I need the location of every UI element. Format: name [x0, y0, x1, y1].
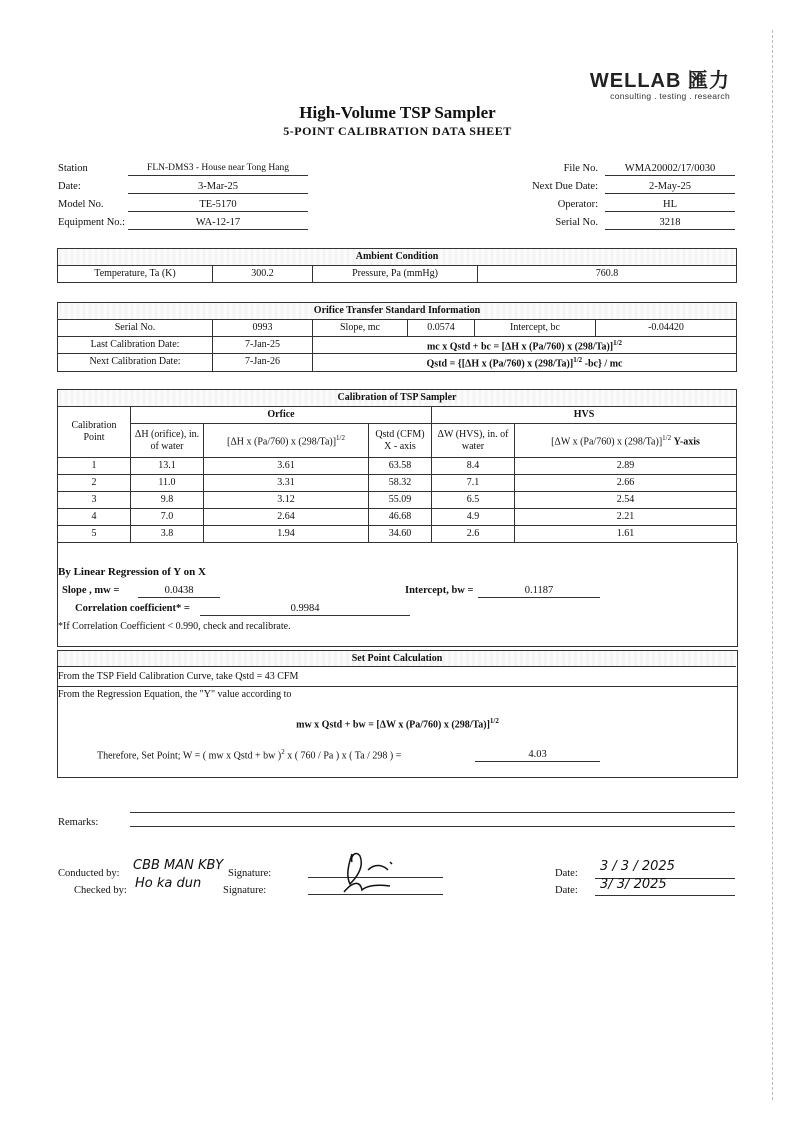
orifice-table: [57, 302, 737, 372]
operator-label: Operator:: [557, 199, 598, 210]
page-title: High-Volume TSP Sampler: [299, 103, 496, 122]
cell-qstd: 34.60: [369, 526, 432, 543]
logo-tagline: consulting . testing . research: [610, 91, 730, 101]
date-value: 3-Mar-25: [128, 180, 308, 194]
cell-qstd: 46.68: [369, 509, 432, 526]
cell-dw-sqrt: 2.66: [515, 475, 737, 492]
conducted-name: CBB MAN KBY: [133, 858, 224, 873]
date-label: Date:: [58, 181, 81, 192]
orifice-group-header: Orfice: [131, 407, 432, 424]
correlation-value: 0.9984: [200, 602, 410, 616]
cell-qstd: 63.58: [369, 458, 432, 475]
col-dh-sqrt-header: [ΔH x (Pa/760) x (298/Ta)]$^{1/2}$: [204, 424, 369, 458]
cell-dh-sqrt: 2.64: [204, 509, 369, 526]
company-logo: [585, 64, 730, 101]
regression-intercept-value: 0.1187: [478, 584, 600, 598]
conducted-signature-label: Signature:: [228, 868, 272, 879]
next-cal-value: 7-Jan-26: [213, 354, 313, 371]
temperature-value: 300.2: [213, 266, 313, 283]
ambient-table: [57, 248, 737, 283]
regression-heading: By Linear Regression of Y on X: [58, 566, 206, 578]
serial-value: 3218: [605, 216, 735, 230]
calibration-heading: Calibration of TSP Sampler: [58, 390, 737, 407]
orifice-heading: Orifice Transfer Standard Information: [58, 303, 737, 320]
cell-dh-sqrt: 3.31: [204, 475, 369, 492]
serial-label: Serial No.: [555, 217, 598, 228]
remarks-line-2: [130, 826, 735, 827]
file-value: WMA20002/17/0030: [605, 162, 735, 176]
cell-dw-sqrt: 1.61: [515, 526, 737, 543]
regression-intercept-label: Intercept, bw =: [405, 585, 474, 596]
station-value: FLN-DMS3 - House near Tong Hang: [128, 162, 308, 176]
setpoint-line-1: From the TSP Field Calibration Curve, take Qstd = 43 CFM: [58, 671, 299, 682]
next-due-label: Next Due Date:: [532, 181, 598, 192]
orifice-serial-label: Serial No.: [58, 320, 213, 337]
cell-dw-sqrt: 2.54: [515, 492, 737, 509]
page-subtitle: 5-POINT CALIBRATION DATA SHEET: [283, 124, 512, 138]
checked-date-value: 3/ 3/ 2025: [600, 877, 667, 892]
cell-dh: 7.0: [131, 509, 204, 526]
cell-dw: 6.5: [432, 492, 515, 509]
cell-dh: 3.8: [131, 526, 204, 543]
signature-mark: [330, 846, 420, 896]
ambient-heading: Ambient Condition: [58, 249, 737, 266]
orifice-slope-label: Slope, mc: [313, 320, 408, 337]
table-row: [58, 492, 737, 509]
checked-signature-label: Signature:: [223, 885, 267, 896]
pressure-label: Pressure, Pa (mmHg): [313, 266, 478, 283]
equipment-label: Equipment No.:: [58, 217, 126, 228]
orifice-equation-2: Qstd = {[ΔH x (Pa/760) x (298/Ta)]$^{1/2}$ -bc} / mc: [313, 354, 737, 371]
cell-dw: 4.9: [432, 509, 515, 526]
table-row: [58, 509, 737, 526]
next-due-value: 2-May-25: [605, 180, 735, 194]
model-label: Model No.: [58, 199, 104, 210]
cell-dh: 13.1: [131, 458, 204, 475]
cell-dw: 2.6: [432, 526, 515, 543]
table-row: [58, 526, 737, 543]
col-qstd-header: Qstd (CFM) X - axis: [369, 424, 432, 458]
operator-value: HL: [605, 198, 735, 212]
setpoint-value: 4.03: [475, 748, 600, 762]
cell-point: 2: [58, 475, 131, 492]
cell-point: 5: [58, 526, 131, 543]
remarks-label: Remarks:: [58, 817, 99, 828]
file-label: File No.: [563, 163, 598, 174]
cell-point: 3: [58, 492, 131, 509]
checked-date-label: Date:: [555, 885, 578, 896]
conducted-date-value: 3 / 3 / 2025: [600, 859, 675, 874]
regression-slope-value: 0.0438: [138, 584, 220, 598]
checked-name: Ho ka dun: [135, 876, 202, 891]
col-point-header: Calibration Point: [58, 407, 131, 458]
setpoint-equation: mw x Qstd + bw = [ΔW x (Pa/760) x (298/Ta)]$^{1/2}$: [296, 717, 499, 731]
checked-label: Checked by:: [74, 885, 127, 896]
correlation-label: Correlation coefficient* =: [75, 603, 190, 614]
conducted-label: Conducted by:: [58, 868, 120, 879]
cell-dh-sqrt: 3.61: [204, 458, 369, 475]
station-label: Station: [58, 163, 88, 174]
cell-dh-sqrt: 1.94: [204, 526, 369, 543]
calibration-table: [57, 389, 737, 543]
table-row: [58, 475, 737, 492]
cell-point: 1: [58, 458, 131, 475]
model-value: TE-5170: [128, 198, 308, 212]
logo-text: WELLAB 匯力: [589, 70, 730, 92]
cell-dw: 8.4: [432, 458, 515, 475]
cell-dh: 11.0: [131, 475, 204, 492]
orifice-intercept-label: Intercept, bc: [475, 320, 596, 337]
setpoint-heading: Set Point Calculation: [58, 651, 736, 667]
cell-dh-sqrt: 3.12: [204, 492, 369, 509]
last-cal-label: Last Calibration Date:: [58, 337, 213, 354]
last-cal-value: 7-Jan-25: [213, 337, 313, 354]
pressure-value: 760.8: [478, 266, 737, 283]
cell-dw-sqrt: 2.89: [515, 458, 737, 475]
table-row: [58, 458, 737, 475]
cell-dw: 7.1: [432, 475, 515, 492]
col-dw-header: ΔW (HVS), in. of water: [432, 424, 515, 458]
setpoint-divider: [57, 686, 737, 687]
hvs-group-header: HVS: [432, 407, 737, 424]
cell-dh: 9.8: [131, 492, 204, 509]
orifice-intercept-value: -0.04420: [596, 320, 737, 337]
orifice-serial-value: 0993: [213, 320, 313, 337]
correlation-note: *If Correlation Coefficient < 0.990, check and recalibrate.: [58, 621, 291, 632]
orifice-slope-value: 0.0574: [408, 320, 475, 337]
orifice-equation-1: mc x Qstd + bc = [ΔH x (Pa/760) x (298/Ta)]$^{1/2}$: [313, 337, 737, 354]
checked-date-line: [595, 895, 735, 896]
scan-margin-line: [772, 30, 773, 1100]
col-dh-header: ΔH (orifice), in. of water: [131, 424, 204, 458]
temperature-label: Temperature, Ta (K): [58, 266, 213, 283]
cell-qstd: 58.32: [369, 475, 432, 492]
cell-point: 4: [58, 509, 131, 526]
remarks-line-1: [130, 812, 735, 813]
conducted-date-label: Date:: [555, 868, 578, 879]
next-cal-label: Next Calibration Date:: [58, 354, 213, 371]
regression-slope-label: Slope , mw =: [62, 585, 120, 596]
equipment-value: WA-12-17: [128, 216, 308, 230]
cell-dw-sqrt: 2.21: [515, 509, 737, 526]
setpoint-therefore: Therefore, Set Point; W = ( mw x Qstd + bw )$^2$ x ( 760 / Pa ) x ( Ta / 298 ) =: [97, 748, 402, 762]
cell-qstd: 55.09: [369, 492, 432, 509]
col-dw-sqrt-header: [ΔW x (Pa/760) x (298/Ta)]$^{1/2}$ Y-axis: [515, 424, 737, 458]
setpoint-line-2: From the Regression Equation, the "Y" value according to: [58, 689, 292, 700]
